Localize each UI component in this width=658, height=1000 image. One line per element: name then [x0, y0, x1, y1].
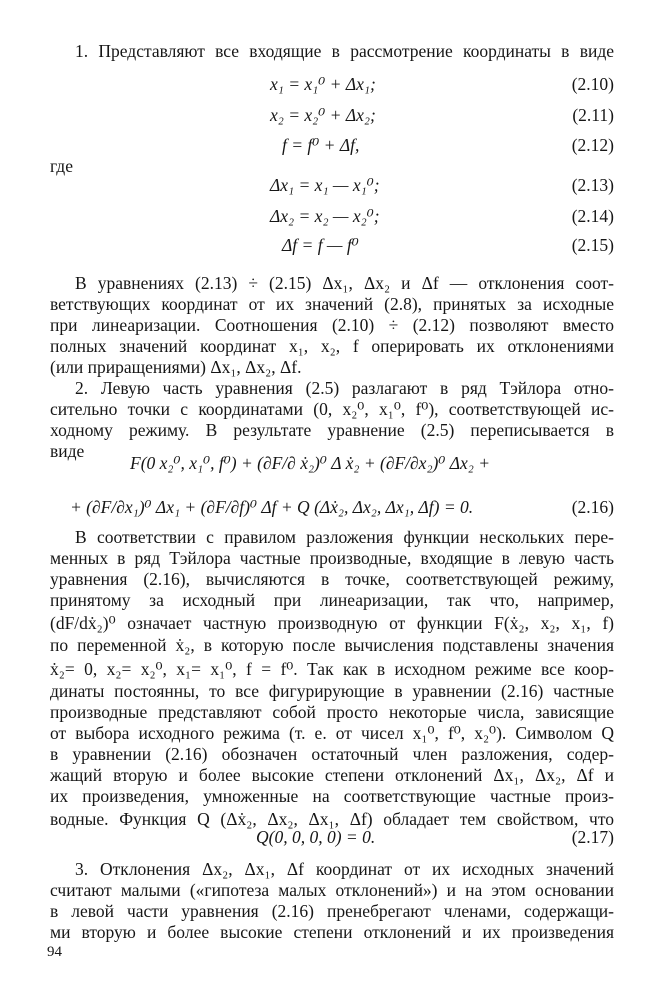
equation-number-2-14: (2.14) [571, 206, 614, 226]
paragraph-3-line: динаты постоянны, то все фигурирующие в уравнении (2.16) частные [50, 681, 614, 701]
paragraph-3-line: по переменной ẋ₂, в которую после вычисления подставлены значения [50, 635, 614, 655]
paragraph-1-line: полных значений координат x₁, x₂, f оперировать их отклонениями [50, 336, 614, 356]
equation-number-2-10: (2.10) [571, 74, 614, 94]
paragraph-3-line: в уравнении (2.16) обозначен остаточный член разложения, содер- [50, 744, 614, 764]
paragraph-3-line: В соответствии с правилом разложения функции нескольких пере- [75, 527, 614, 547]
paragraph-3-line: ẋ₂= 0, x₂= x₂⁰, x₁= x₁⁰, f = f⁰. Так как в исходном режиме все коор- [50, 659, 614, 679]
paragraph-3-line: менных в ряд Тэйлора частные производные, входящие в левую часть [50, 548, 614, 568]
paragraph-4-line: 3. Отклонения Δx₂, Δx₁, Δf координат от их исходных значений [75, 859, 614, 879]
paragraph-2-line: 2. Левую часть уравнения (2.5) разлагают в ряд Тэйлора отно- [75, 378, 614, 398]
paragraph-3-line: жащий вторую и более высокие степени отклонений Δx₁, Δx₂, Δf и [50, 765, 614, 785]
equation-number-2-17: (2.17) [571, 827, 614, 847]
page-number: 94 [47, 944, 62, 960]
equation-2-12: f = f⁰ + Δf, [282, 135, 360, 155]
paragraph-1-line: при линеаризации. Соотношения (2.10) ÷ (2.12) позволяют вместо [50, 315, 614, 335]
intro-line: 1. Представляют все входящие в рассмотрение координаты в виде [75, 41, 614, 61]
equation-2-13: Δx₁ = x₁ — x₁⁰; [270, 175, 380, 195]
equation-2-15: Δf = f — f⁰ [282, 235, 359, 255]
paragraph-3-line: от выбора исходного режима (т. е. от чисел x₁⁰, f⁰, x₂⁰). Символом Q [50, 723, 614, 743]
paragraph-4-line: в левой части уравнения (2.16) пренебрегают членами, содержащи- [50, 901, 614, 921]
paragraph-4-line: считают малыми («гипотеза малых отклонений») и на этом основании [50, 880, 614, 900]
taylor-expansion-line-1: F(0 x₂⁰, x₁⁰, f⁰) + (∂F/∂ ẋ₂)⁰ Δ ẋ₂ + (∂F/∂x₂)⁰ Δx₂ + [130, 453, 491, 473]
paragraph-3-line: (dF/dẋ₂)⁰ означает частную производную от функции F(ẋ₂, x₂, x₁, f) [50, 613, 614, 633]
paragraph-4-line: ми вторую и более высокие степени отклонений и их произведения [50, 922, 614, 942]
paragraph-1-line: (или приращениями) Δx₁, Δx₂, Δf. [50, 357, 302, 377]
paragraph-1-line: В уравнениях (2.13) ÷ (2.15) Δx₁, Δx₂ и Δf — отклонения соот- [75, 273, 614, 293]
where-label: где [50, 156, 73, 176]
equation-number-2-15: (2.15) [571, 235, 614, 255]
paragraph-1-line: ветствующих координат от их значений (2.8), принятых за исходные [50, 294, 614, 314]
paragraph-2-line: ходному режиму. В результате уравнение (2.5) переписывается в [50, 420, 614, 440]
paragraph-2-line: виде [50, 441, 85, 461]
equation-2-11: x₂ = x₂⁰ + Δx₂; [270, 105, 376, 125]
paragraph-2-line: сительно точки с координатами (0, x₂⁰, x₁⁰, f⁰), соответствующей ис- [50, 399, 614, 419]
equation-number-2-11: (2.11) [572, 105, 614, 125]
paragraph-3-line: их произведения, умноженные на соответствующие частные произ- [50, 786, 614, 806]
equation-number-2-13: (2.13) [571, 175, 614, 195]
paragraph-3-line: производные представляют собой просто некоторые числа, зависящие [50, 702, 614, 722]
equation-number-2-12: (2.12) [571, 135, 614, 155]
taylor-expansion-line-2: + (∂F/∂x₁)⁰ Δx₁ + (∂F/∂f)⁰ Δf + Q (Δẋ₂, Δx₂, Δx₁, Δf) = 0. [70, 497, 474, 517]
equation-2-10: x₁ = x₁⁰ + Δx₁; [270, 74, 376, 94]
paragraph-3-line: принятому за исходный при линеаризации, так что, например, [50, 590, 614, 610]
equation-2-14: Δx₂ = x₂ — x₂⁰; [270, 206, 380, 226]
paragraph-3-line: уравнения (2.16), вычисляются в точке, соответствующей режиму, [50, 569, 614, 589]
equation-number-2-16: (2.16) [571, 497, 614, 517]
paragraph-3-line: водные. Функция Q (Δẋ₂, Δx₂, Δx₁, Δf) обладает тем свойством, что [50, 809, 614, 829]
equation-2-17: Q(0, 0, 0, 0) = 0. [256, 827, 376, 847]
